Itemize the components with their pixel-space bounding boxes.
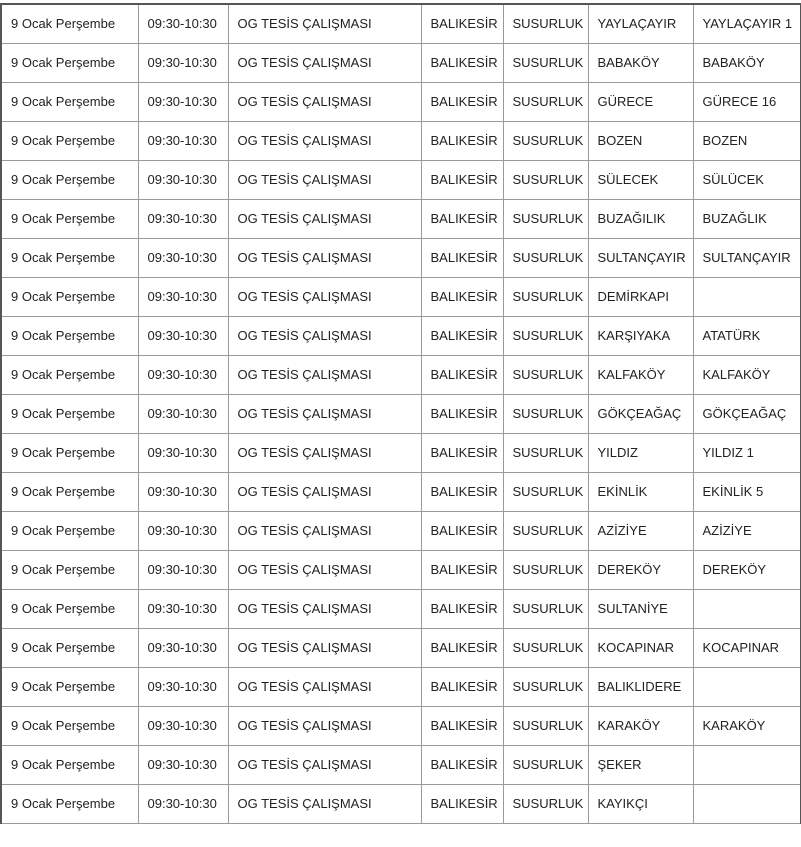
neighborhood-cell: SULTANÇAYIR [588,238,693,277]
table-body [1,4,801,823]
neighborhood-cell: YILDIZ [588,433,693,472]
province-cell: BALIKESİR [421,433,503,472]
district-cell: SUSURLUK [503,160,588,199]
feeder-cell: YILDIZ 1 [693,433,801,472]
neighborhood-cell: BOZEN [588,121,693,160]
table-row [1,706,801,745]
time-cell: 09:30-10:30 [138,472,228,511]
province-cell: BALIKESİR [421,550,503,589]
province-cell: BALIKESİR [421,472,503,511]
feeder-cell [693,745,801,784]
work-type-cell: OG TESİS ÇALIŞMASI [228,355,421,394]
time-cell: 09:30-10:30 [138,394,228,433]
feeder-cell: GÖKÇEAĞAÇ [693,394,801,433]
district-cell: SUSURLUK [503,706,588,745]
table-row [1,355,801,394]
feeder-cell: SÜLÜCEK [693,160,801,199]
feeder-cell: BABAKÖY [693,43,801,82]
date-cell: 9 Ocak Perşembe [1,433,138,472]
work-type-cell: OG TESİS ÇALIŞMASI [228,82,421,121]
feeder-cell [693,277,801,316]
date-cell: 9 Ocak Perşembe [1,355,138,394]
table-row [1,277,801,316]
work-type-cell: OG TESİS ÇALIŞMASI [228,199,421,238]
feeder-cell: KOCAPINAR [693,628,801,667]
date-cell: 9 Ocak Perşembe [1,745,138,784]
date-cell: 9 Ocak Perşembe [1,43,138,82]
district-cell: SUSURLUK [503,121,588,160]
neighborhood-cell: GÖKÇEAĞAÇ [588,394,693,433]
province-cell: BALIKESİR [421,277,503,316]
province-cell: BALIKESİR [421,628,503,667]
table-row [1,745,801,784]
date-cell: 9 Ocak Perşembe [1,4,138,43]
neighborhood-cell: BUZAĞILIK [588,199,693,238]
time-cell: 09:30-10:30 [138,316,228,355]
feeder-cell: YAYLAÇAYIR 1 [693,4,801,43]
table-row [1,784,801,823]
neighborhood-cell: EKİNLİK [588,472,693,511]
table-row [1,4,801,43]
feeder-cell: BUZAĞLIK [693,199,801,238]
date-cell: 9 Ocak Perşembe [1,238,138,277]
table-row [1,550,801,589]
table-row [1,316,801,355]
province-cell: BALIKESİR [421,43,503,82]
time-cell: 09:30-10:30 [138,238,228,277]
table-row [1,160,801,199]
feeder-cell [693,667,801,706]
date-cell: 9 Ocak Perşembe [1,550,138,589]
district-cell: SUSURLUK [503,82,588,121]
date-cell: 9 Ocak Perşembe [1,667,138,706]
time-cell: 09:30-10:30 [138,160,228,199]
work-type-cell: OG TESİS ÇALIŞMASI [228,43,421,82]
time-cell: 09:30-10:30 [138,784,228,823]
work-type-cell: OG TESİS ÇALIŞMASI [228,4,421,43]
table-row [1,511,801,550]
time-cell: 09:30-10:30 [138,628,228,667]
date-cell: 9 Ocak Perşembe [1,784,138,823]
district-cell: SUSURLUK [503,316,588,355]
neighborhood-cell: DEMİRKAPI [588,277,693,316]
province-cell: BALIKESİR [421,589,503,628]
work-type-cell: OG TESİS ÇALIŞMASI [228,238,421,277]
feeder-cell: EKİNLİK 5 [693,472,801,511]
neighborhood-cell: KALFAKÖY [588,355,693,394]
district-cell: SUSURLUK [503,238,588,277]
time-cell: 09:30-10:30 [138,589,228,628]
province-cell: BALIKESİR [421,82,503,121]
neighborhood-cell: BABAKÖY [588,43,693,82]
table-row [1,589,801,628]
date-cell: 9 Ocak Perşembe [1,121,138,160]
time-cell: 09:30-10:30 [138,550,228,589]
work-type-cell: OG TESİS ÇALIŞMASI [228,706,421,745]
district-cell: SUSURLUK [503,472,588,511]
feeder-cell: SULTANÇAYIR [693,238,801,277]
province-cell: BALIKESİR [421,355,503,394]
work-type-cell: OG TESİS ÇALIŞMASI [228,784,421,823]
work-type-cell: OG TESİS ÇALIŞMASI [228,433,421,472]
neighborhood-cell: YAYLAÇAYIR [588,4,693,43]
date-cell: 9 Ocak Perşembe [1,706,138,745]
province-cell: BALIKESİR [421,667,503,706]
province-cell: BALIKESİR [421,238,503,277]
province-cell: BALIKESİR [421,706,503,745]
table-row [1,472,801,511]
neighborhood-cell: KARAKÖY [588,706,693,745]
district-cell: SUSURLUK [503,628,588,667]
feeder-cell: BOZEN [693,121,801,160]
province-cell: BALIKESİR [421,199,503,238]
work-type-cell: OG TESİS ÇALIŞMASI [228,316,421,355]
table-row [1,667,801,706]
work-type-cell: OG TESİS ÇALIŞMASI [228,160,421,199]
feeder-cell: KALFAKÖY [693,355,801,394]
work-type-cell: OG TESİS ÇALIŞMASI [228,628,421,667]
date-cell: 9 Ocak Perşembe [1,394,138,433]
neighborhood-cell: SULTANİYE [588,589,693,628]
province-cell: BALIKESİR [421,394,503,433]
neighborhood-cell: DEREKÖY [588,550,693,589]
work-type-cell: OG TESİS ÇALIŞMASI [228,589,421,628]
province-cell: BALIKESİR [421,511,503,550]
work-type-cell: OG TESİS ÇALIŞMASI [228,667,421,706]
work-type-cell: OG TESİS ÇALIŞMASI [228,472,421,511]
feeder-cell: DEREKÖY [693,550,801,589]
table-row [1,628,801,667]
district-cell: SUSURLUK [503,277,588,316]
table-row [1,394,801,433]
work-type-cell: OG TESİS ÇALIŞMASI [228,394,421,433]
neighborhood-cell: ŞEKER [588,745,693,784]
district-cell: SUSURLUK [503,667,588,706]
time-cell: 09:30-10:30 [138,706,228,745]
province-cell: BALIKESİR [421,121,503,160]
table-row [1,82,801,121]
province-cell: BALIKESİR [421,784,503,823]
work-type-cell: OG TESİS ÇALIŞMASI [228,511,421,550]
work-type-cell: OG TESİS ÇALIŞMASI [228,121,421,160]
work-type-cell: OG TESİS ÇALIŞMASI [228,277,421,316]
date-cell: 9 Ocak Perşembe [1,511,138,550]
date-cell: 9 Ocak Perşembe [1,316,138,355]
work-type-cell: OG TESİS ÇALIŞMASI [228,745,421,784]
time-cell: 09:30-10:30 [138,43,228,82]
time-cell: 09:30-10:30 [138,277,228,316]
feeder-cell: KARAKÖY [693,706,801,745]
table-row [1,238,801,277]
time-cell: 09:30-10:30 [138,745,228,784]
feeder-cell [693,589,801,628]
time-cell: 09:30-10:30 [138,199,228,238]
time-cell: 09:30-10:30 [138,511,228,550]
work-type-cell: OG TESİS ÇALIŞMASI [228,550,421,589]
neighborhood-cell: AZİZİYE [588,511,693,550]
date-cell: 9 Ocak Perşembe [1,160,138,199]
province-cell: BALIKESİR [421,4,503,43]
feeder-cell: GÜRECE 16 [693,82,801,121]
district-cell: SUSURLUK [503,4,588,43]
district-cell: SUSURLUK [503,745,588,784]
neighborhood-cell: KARŞIYAKA [588,316,693,355]
table-row [1,433,801,472]
date-cell: 9 Ocak Perşembe [1,199,138,238]
district-cell: SUSURLUK [503,511,588,550]
date-cell: 9 Ocak Perşembe [1,277,138,316]
outage-schedule-table [0,3,801,824]
time-cell: 09:30-10:30 [138,82,228,121]
feeder-cell: ATATÜRK [693,316,801,355]
time-cell: 09:30-10:30 [138,355,228,394]
district-cell: SUSURLUK [503,199,588,238]
province-cell: BALIKESİR [421,160,503,199]
table-row [1,121,801,160]
time-cell: 09:30-10:30 [138,121,228,160]
table-row [1,43,801,82]
district-cell: SUSURLUK [503,355,588,394]
district-cell: SUSURLUK [503,433,588,472]
date-cell: 9 Ocak Perşembe [1,589,138,628]
district-cell: SUSURLUK [503,589,588,628]
district-cell: SUSURLUK [503,394,588,433]
date-cell: 9 Ocak Perşembe [1,82,138,121]
feeder-cell: AZİZİYE [693,511,801,550]
time-cell: 09:30-10:30 [138,433,228,472]
province-cell: BALIKESİR [421,745,503,784]
neighborhood-cell: KOCAPINAR [588,628,693,667]
date-cell: 9 Ocak Perşembe [1,628,138,667]
time-cell: 09:30-10:30 [138,667,228,706]
district-cell: SUSURLUK [503,43,588,82]
table-row [1,199,801,238]
district-cell: SUSURLUK [503,550,588,589]
neighborhood-cell: KAYIKÇI [588,784,693,823]
province-cell: BALIKESİR [421,316,503,355]
neighborhood-cell: BALIKLIDERE [588,667,693,706]
date-cell: 9 Ocak Perşembe [1,472,138,511]
district-cell: SUSURLUK [503,784,588,823]
neighborhood-cell: SÜLECEK [588,160,693,199]
feeder-cell [693,784,801,823]
neighborhood-cell: GÜRECE [588,82,693,121]
time-cell: 09:30-10:30 [138,4,228,43]
